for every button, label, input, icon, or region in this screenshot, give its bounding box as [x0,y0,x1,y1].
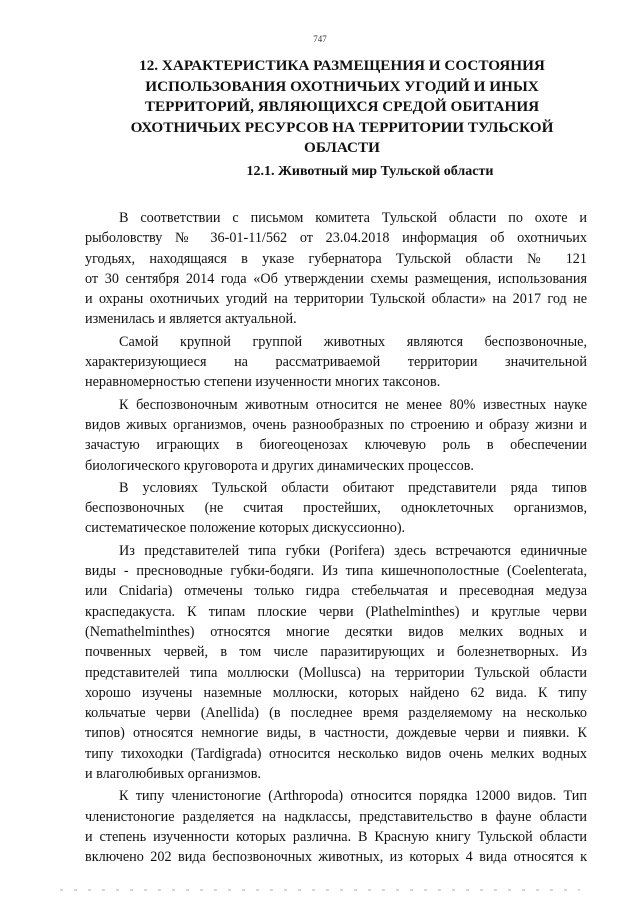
text-line: беспозвоночных (не считая простейших, одноклеточных организмов, [85,500,587,517]
text-line: типу тихоходки (Tardigrada) относится несколько видов очень мелких водных [85,745,587,762]
text-line: Самой крупной группой животных являются беспозвоночные, [119,333,587,350]
paragraph [85,541,587,785]
paragraph [85,395,587,476]
text-line: и охраны охотничьих угодий на территории Тульской области» на 2017 год не [85,291,587,308]
text-line: почвенных червей, в том числе паразитирующих и болезнетворных. Из [85,644,587,661]
text-line: К беспозвоночным животным относится не менее 80% известных науке [119,396,587,413]
paragraph [85,478,587,539]
text-line: неравномерностью степени изученности многих таксонов. [85,374,441,391]
text-line: представителей типа моллюски (Mollusca) на территории Тульской области [85,664,587,681]
text-line: рыболовству № 36-01-11/562 от 23.04.2018 информация об охотничьих [85,230,587,247]
text-line: включено 202 вида беспозвоночных животных, из которых 4 вида относятся к [85,849,587,866]
text-line: зачастую играющих в биогеоценозах ключевую роль в обеспечении [85,437,587,454]
text-line: и влаголюбивых организмов. [85,766,261,783]
text-line: типов) относятся немногие виды, в частности, дождевые черви и пиявки. К [85,725,587,742]
text-line: Из представителей типа губки (Porifera) здесь встречаются единичные [119,542,587,559]
scan-noise [60,889,580,891]
text-line: видов живых организмов, очень разнообразных по строению и образу жизни и [85,416,587,433]
text-line: характеризующиеся на рассматриваемой территории значительной [85,354,587,371]
page-number: 747 [313,34,327,44]
heading-line: ОХОТНИЧЬИХ РЕСУРСОВ НА ТЕРРИТОРИИ ТУЛЬСКОЙ [130,118,554,136]
text-line: биологического круговорота и других динамических процессов. [85,457,474,474]
text-line: систематическое положение которых дискуссионно). [85,520,406,537]
text-line: В соответствии с письмом комитета Тульской области по охоте и [119,210,587,226]
text-line: виды - пресноводные губки-бодяги. Из типа кишечнополостные (Coelenterata, [85,563,587,580]
heading-line: ТЕРРИТОРИЙ, ЯВЛЯЮЩИХСЯ СРЕДОЙ ОБИТАНИЯ [144,98,540,115]
text-line: (Nemathelminthes) относятся многие десятки видов мелких водных и [85,623,587,640]
text-line: В условиях Тульской области обитают представители ряда типов [119,479,587,496]
text-line: от 30 сентября 2014 года «Об утверждении схемы размещения, использования [85,270,587,287]
paragraph [85,208,587,330]
subsection-heading: 12.1. Животный мир Тульской области [246,164,494,179]
heading-line: ИСПОЛЬЗОВАНИЯ ОХОТНИЧЬИХ УГОДИЙ И ИНЫХ [145,77,539,95]
text-line: краспедакуста. К типам плоские черви (Plathelminthes) и круглые черви [85,603,587,620]
text-line: хорошо изучены наземные моллюски, которых найдено 62 вида. К типу [85,684,587,701]
text-line: угодьях, находящаяся в указе губернатора Тульской области № 121 [85,250,587,267]
text-line: и степень изученности которых различна. В Красную книгу Тульской области [85,828,587,845]
heading-line: ОБЛАСТИ [304,139,380,156]
text-line: изменилась и является актуальной. [85,311,297,328]
body-text [85,208,587,870]
text-line: кольчатые черви (Anellida) (в последнее время разделяемому на несколько [85,705,587,722]
text-line: членистоногие разделяется на надклассы, представительство в фауне области [85,808,587,825]
text-line: К типу членистоногие (Arthropoda) относится порядка 12000 видов. Тип [119,788,587,805]
paragraph [85,786,587,867]
text-line: или Cnidaria) отмечены только гидра стебельчатая и пресеводная медуза [85,583,587,600]
heading-line: 12. ХАРАКТЕРИСТИКА РАЗМЕЩЕНИЯ И СОСТОЯНИЯ [139,57,545,74]
section-heading [92,56,592,159]
paragraph [85,332,587,393]
